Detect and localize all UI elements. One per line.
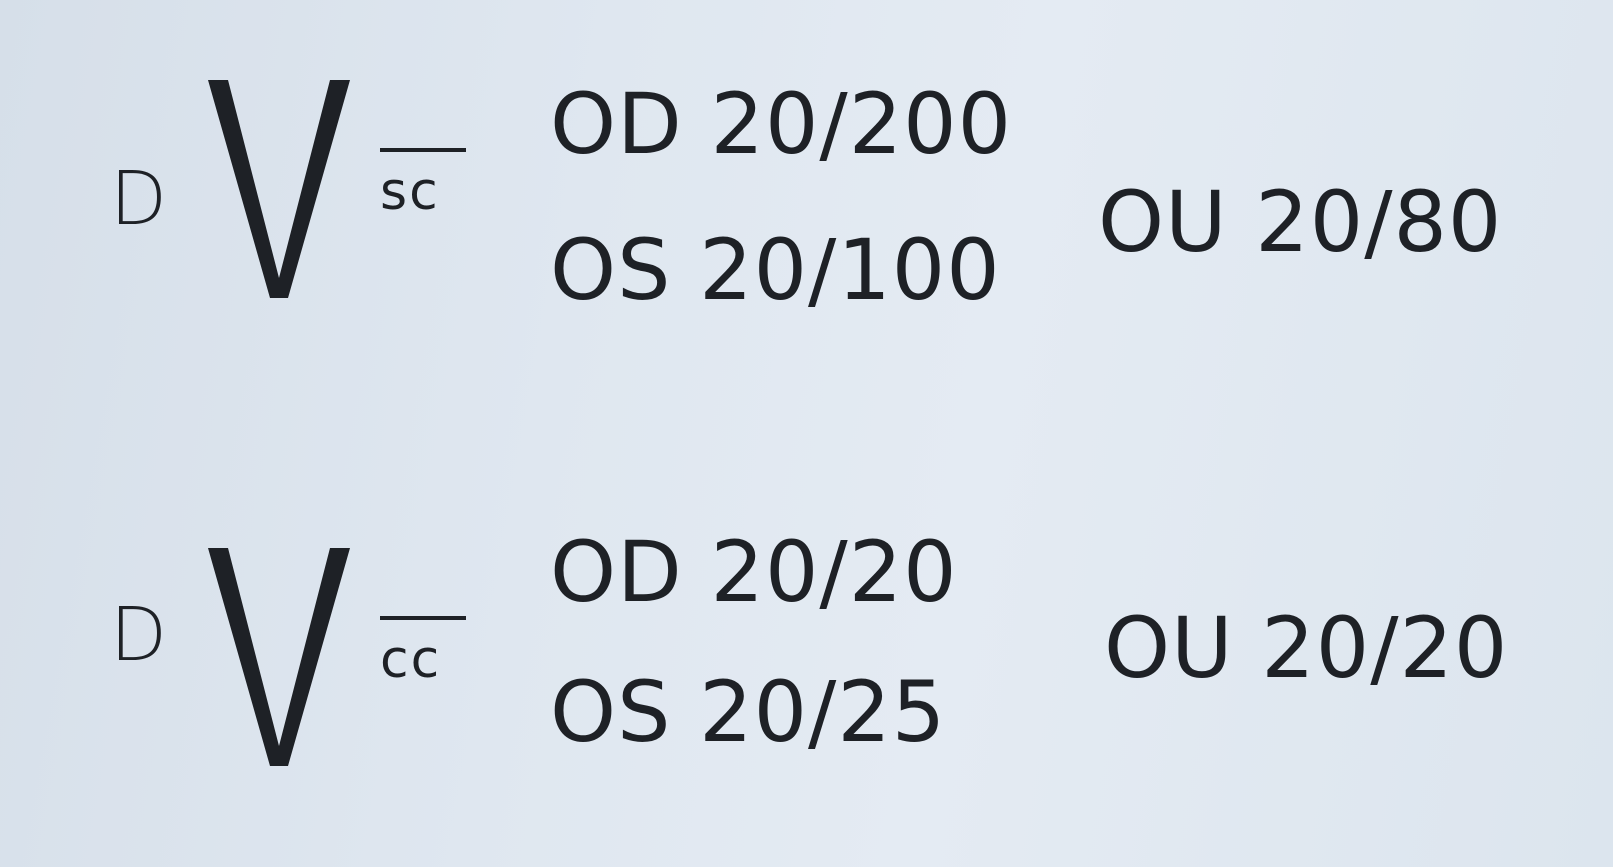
distance-prefix: D [110, 156, 167, 242]
right-eye-acuity: OD 20/200 [550, 75, 1013, 173]
both-eyes-acuity: OU 20/20 [1104, 599, 1509, 697]
vision-symbol [204, 546, 354, 768]
distance-prefix: D [110, 592, 167, 678]
visual-acuity-with-correction [0, 523, 1613, 860]
left-eye-acuity: OS 20/100 [550, 221, 1001, 319]
subscript-label: cc [380, 630, 442, 690]
vision-symbol [204, 78, 354, 300]
overbar [380, 616, 466, 620]
visual-acuity-without-correction [0, 60, 1613, 390]
left-eye-acuity: OS 20/25 [550, 663, 947, 761]
overbar [380, 148, 466, 152]
both-eyes-acuity: OU 20/80 [1098, 173, 1503, 271]
correction-subscript [380, 616, 470, 690]
subscript-label: sc [380, 162, 440, 222]
correction-subscript [380, 148, 470, 222]
right-eye-acuity: OD 20/20 [550, 523, 958, 621]
